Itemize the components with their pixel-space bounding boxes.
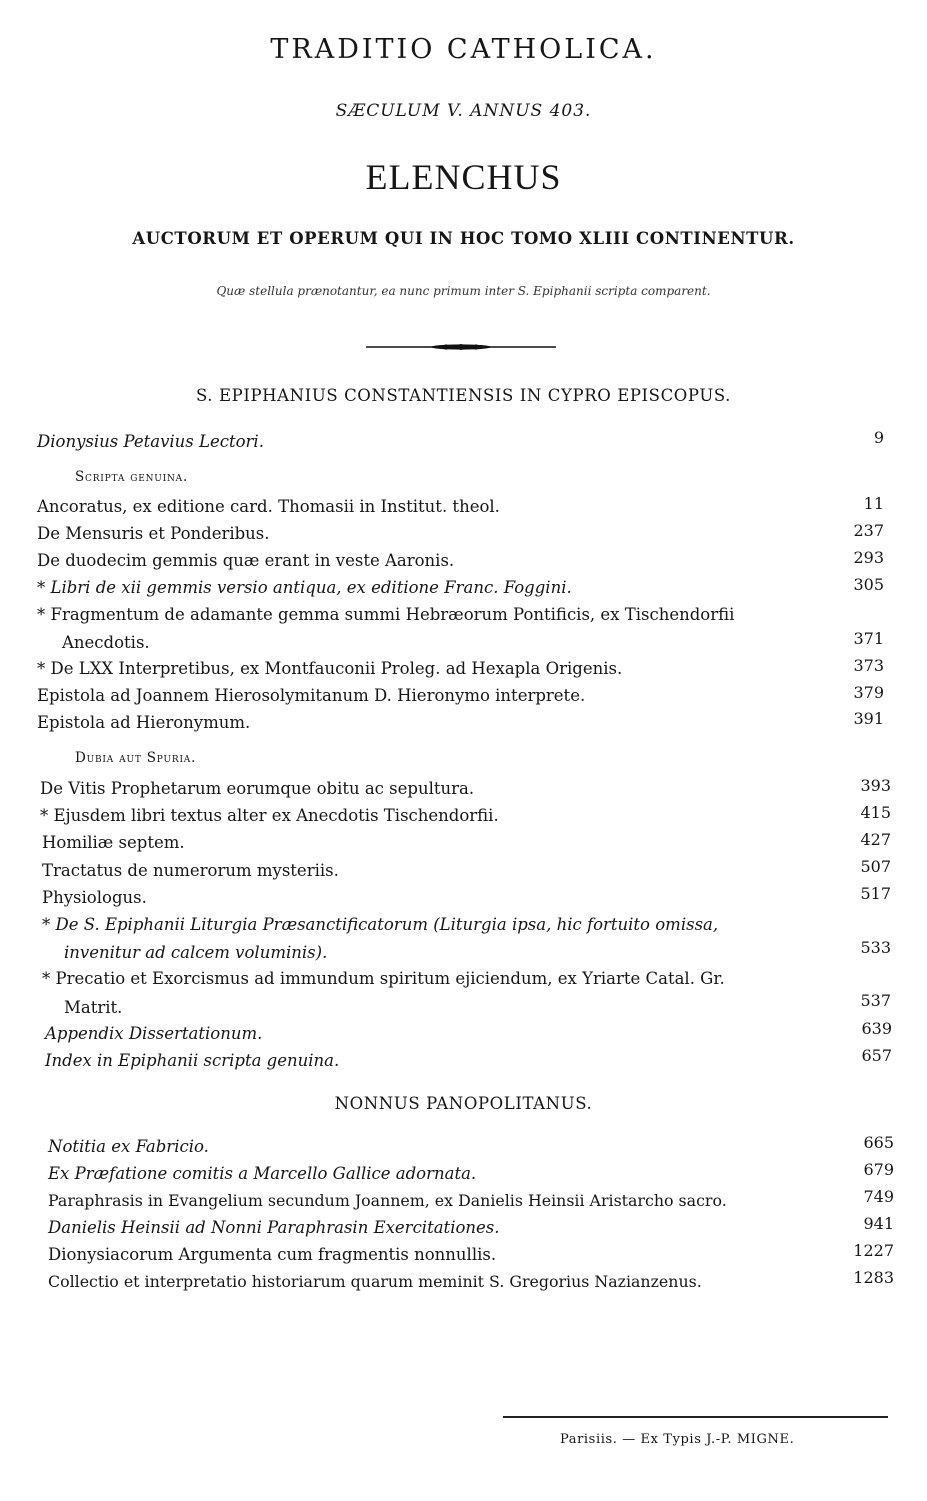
toc-entry: * Ejusdem libri textus alter ex Anecdotis Tischendorfii. bbox=[40, 806, 499, 825]
elenchus-subtitle: AUCTORUM ET OPERUM QUI IN HOC TOMO XLIII CONTINENTUR. bbox=[132, 229, 795, 248]
toc-entry: De Vitis Prophetarum eorumque obitu ac sepultura. bbox=[40, 779, 475, 798]
toc-entry: Physiologus. bbox=[42, 888, 147, 907]
toc-page: 237 bbox=[853, 521, 884, 540]
subsection-heading-dubia: Dubia aut Spuria. bbox=[75, 750, 197, 766]
toc-page: 639 bbox=[861, 1019, 892, 1038]
toc-page: 379 bbox=[853, 683, 884, 702]
toc-entry: Appendix Dissertationum. bbox=[45, 1024, 263, 1043]
ornament-divider bbox=[366, 342, 556, 352]
toc-page: 679 bbox=[863, 1160, 894, 1179]
toc-entry: Epistola ad Joannem Hierosolymitanum D. Hieronymo interprete. bbox=[37, 686, 586, 705]
toc-entry: Epistola ad Hieronymum. bbox=[37, 713, 251, 732]
toc-page: 657 bbox=[861, 1046, 892, 1065]
toc-entry: Notitia ex Fabricio. bbox=[48, 1137, 209, 1156]
toc-page: 415 bbox=[860, 803, 891, 822]
toc-entry: Dionysiacorum Argumenta cum fragmentis nonnullis. bbox=[48, 1245, 497, 1264]
toc-page: 749 bbox=[863, 1187, 894, 1206]
toc-entry: * De LXX Interpretibus, ex Montfauconii Proleg. ad Hexapla Origenis. bbox=[37, 659, 623, 678]
toc-page: 391 bbox=[853, 709, 884, 728]
toc-entry: Index in Epiphanii scripta genuina. bbox=[45, 1051, 340, 1070]
toc-entry: * De S. Epiphanii Liturgia Præsanctificatorum (Liturgia ipsa, hic fortuito omissa, bbox=[42, 915, 719, 934]
toc-entry: De Mensuris et Ponderibus. bbox=[37, 524, 270, 543]
toc-page: 393 bbox=[860, 776, 891, 795]
toc-page: 533 bbox=[860, 938, 891, 957]
toc-entry: Danielis Heinsii ad Nonni Paraphrasin Exercitationes. bbox=[48, 1218, 500, 1237]
toc-page: 293 bbox=[853, 548, 884, 567]
section-heading-epiphanius: S. EPIPHANIUS CONSTANTIENSIS IN CYPRO EPISCOPUS. bbox=[195, 386, 732, 405]
toc-entry-continuation: Matrit. bbox=[64, 998, 123, 1017]
toc-entry: * Precatio et Exorcismus ad immundum spiritum ejiciendum, ex Yriarte Catal. Gr. bbox=[42, 969, 725, 988]
toc-entry: De duodecim gemmis quæ erant in veste Aaronis. bbox=[37, 551, 455, 570]
toc-page: 11 bbox=[863, 494, 884, 513]
toc-entry: * Fragmentum de adamante gemma summi Hebræorum Pontificis, ex Tischendorfii bbox=[37, 605, 735, 624]
toc-page: 371 bbox=[853, 629, 884, 648]
asterisk-note: Quæ stellula prænotantur, ea nunc primum inter S. Epiphanii scripta comparent. bbox=[216, 284, 711, 298]
toc-entry: Tractatus de numerorum mysteriis. bbox=[42, 861, 339, 880]
toc-entry: * Libri de xii gemmis versio antiqua, ex editione Franc. Foggini. bbox=[37, 578, 572, 597]
section-heading-nonnus: NONNUS PANOPOLITANUS. bbox=[334, 1094, 593, 1113]
toc-entry: Dionysius Petavius Lectori. bbox=[37, 432, 264, 451]
toc-page: 1227 bbox=[853, 1241, 894, 1260]
toc-page: 305 bbox=[853, 575, 884, 594]
toc-page: 537 bbox=[860, 991, 891, 1010]
subsection-heading-genuina: Scripta genuina. bbox=[75, 469, 189, 485]
toc-page: 9 bbox=[873, 428, 884, 447]
page-title: TRADITIO CATHOLICA. bbox=[270, 34, 657, 65]
toc-page: 941 bbox=[863, 1214, 894, 1233]
toc-entry: Homiliæ septem. bbox=[42, 833, 185, 852]
toc-page: 1283 bbox=[853, 1268, 894, 1287]
toc-entry-continuation: Anecdotis. bbox=[62, 633, 150, 652]
toc-entry: Ancoratus, ex editione card. Thomasii in Institut. theol. bbox=[37, 497, 500, 516]
toc-page: 427 bbox=[860, 830, 891, 849]
toc-page: 517 bbox=[860, 884, 891, 903]
toc-entry-continuation: invenitur ad calcem voluminis). bbox=[64, 943, 328, 962]
toc-entry: Paraphrasis in Evangelium secundum Joannem, ex Danielis Heinsii Aristarcho sacro. bbox=[48, 1191, 727, 1210]
printer-imprint: Parisiis. — Ex Typis J.-P. MIGNE. bbox=[560, 1432, 795, 1447]
footer-rule bbox=[503, 1416, 888, 1418]
toc-page: 507 bbox=[860, 857, 891, 876]
toc-page: 665 bbox=[863, 1133, 894, 1152]
saeculum-line: SÆCULUM V. ANNUS 403. bbox=[335, 101, 592, 121]
toc-entry: Ex Præfatione comitis a Marcello Gallice adornata. bbox=[48, 1164, 477, 1183]
elenchus-heading: ELENCHUS bbox=[365, 157, 562, 197]
toc-entry: Collectio et interpretatio historiarum quarum meminit S. Gregorius Nazianzenus. bbox=[48, 1272, 702, 1291]
toc-page: 373 bbox=[853, 656, 884, 675]
